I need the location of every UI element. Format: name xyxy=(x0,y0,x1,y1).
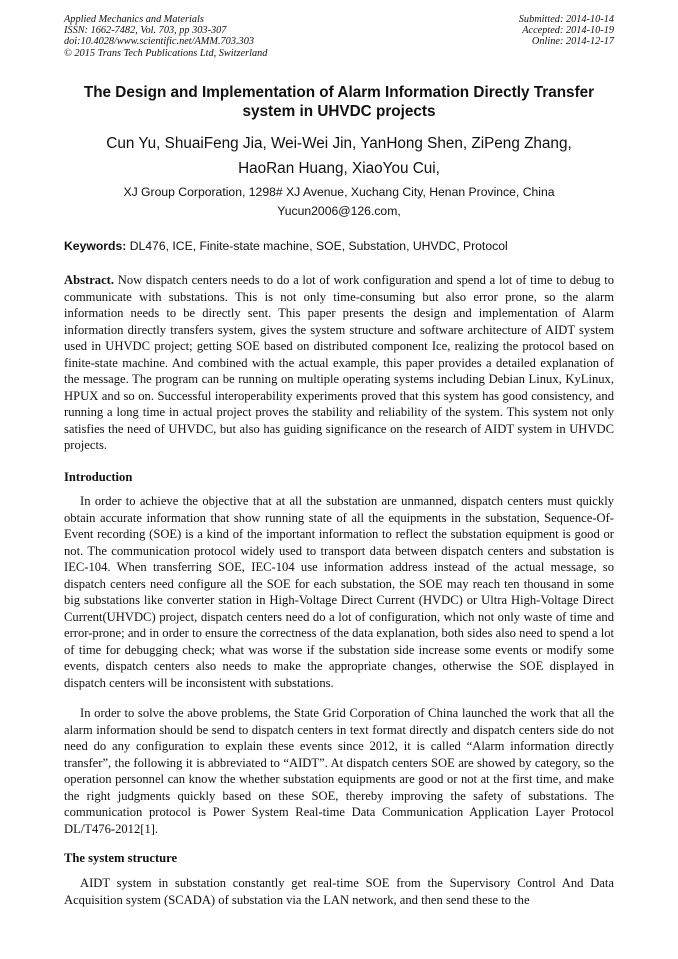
abstract-text: Now dispatch centers needs to do a lot of work configuration and spend a lot of time to debug to communicate with substations. This is not only time-consuming but also error prone, so the alarm information needs to be directly sent. This paper presents the design and implementation of Alarm information directly transfers system, gives the system structure and software architecture of AIDT system used in UHVDC project; getting SOE based on distributed component Ice, realizing the protocol based on finite-state machine. And combined with the actual example, this paper provides a detailed explanation of the message. The program can be running on multiple operating systems including Debian Linux, KyLinux, HPUX and so on. Successful interoperability experiments proved that this system has good consistency, and running a long time in actual project proves the stability and reliability of the system. This system not only satisfies the need of UHVDC, but also has guiding significance on the research of AIDT system in UHVDC projects. xyxy=(64,273,614,452)
journal-doi: doi:10.4028/www.scientific.net/AMM.703.303 xyxy=(64,36,254,48)
keywords-label: Keywords: xyxy=(64,239,127,253)
journal-copyright: © 2015 Trans Tech Publications Ltd, Switzerland xyxy=(64,47,268,59)
authors-line-2: HaoRan Huang, XiaoYou Cui, xyxy=(238,160,440,177)
introduction-heading: Introduction xyxy=(64,470,133,484)
journal-issn: ISSN: 1662-7482, Vol. 703, pp 303-307 xyxy=(64,25,227,37)
accepted-date: Accepted: 2014-10-19 xyxy=(522,25,614,37)
dates-header xyxy=(519,14,614,48)
keywords-line xyxy=(64,238,624,254)
affiliation-block xyxy=(56,183,622,221)
journal-name: Applied Mechanics and Materials xyxy=(64,14,204,25)
paper-title: The Design and Implementation of Alarm Information Directly Transfer system in UHVDC projects xyxy=(83,84,595,120)
keywords-text: DL476, ICE, Finite-state machine, SOE, Substation, UHVDC, Protocol xyxy=(129,239,508,253)
system-structure-paragraph: AIDT system in substation constantly get real-time SOE from the Supervisory Control And Data Acquisition system (SCADA) of substation via the LAN network, and then send these to the xyxy=(64,876,614,907)
online-date: Online: 2014-12-17 xyxy=(531,36,614,48)
submitted-date: Submitted: 2014-10-14 xyxy=(518,14,614,25)
introduction-paragraph-1: In order to achieve the objective that at all the substation are unmanned, dispatch centers must quickly obtain accurate information that show running state of all the equipments in the substation, Sequence-Of-Event recording (SOE) is a kind of the important information to reflect the substation equipment is good or not. The communication protocol widely used to transport data between dispatch centers and substation is IEC-104. When transferring SOE, IEC-104 use information address instead of the actual message, so dispatch centers need configure all the SOE for each substation, the SOE may reach ten thousand in some big substations like converter station in High-Voltage Direct Current (HVDC) or Ultra High-Voltage Direct Current(UHVDC) project, dispatch centers need do a lot of configuration, which not only waste of time and error-prone; and in order to ensure the correctness of the data explanation, both sides also need to spend a lot of time for debugging check; what was worse if the substation side increase some events or modify some events, dispatch centers also needs to make the appropriate changes, otherwise the SOE displayed in dispatch centers will be inconsistent with substations. xyxy=(64,494,614,690)
abstract-paragraph xyxy=(64,272,614,454)
abstract-label: Abstract. xyxy=(64,273,115,287)
journal-header xyxy=(64,14,267,59)
affiliation: XJ Group Corporation, 1298# XJ Avenue, Xuchang City, Henan Province, China xyxy=(123,185,555,199)
introduction-paragraph-2: In order to solve the above problems, the State Grid Corporation of China launched the work that all the alarm information should be send to dispatch centers in text format directly and dispatch centers side do not need do any configuration to explain these events since 2012, it is called “Alarm information directly transfer”, the following it is abbreviated to “AIDT”. At dispatch centers SOE are showed by category, so the operation personnel can know the whether substation equipments are good or not at the first time, and make the right judgments quickly based on these SOE, thereby improving the safety of substations. The communication protocol is Power System Real-time Data Communication Application Layer Protocol DL/T476-2012[1]. xyxy=(64,706,614,836)
system-structure-heading: The system structure xyxy=(64,851,178,865)
author-email: Yucun2006@126.com, xyxy=(277,204,401,218)
author-list xyxy=(56,131,622,181)
authors-line-1: Cun Yu, ShuaiFeng Jia, Wei-Wei Jin, YanHong Shen, ZiPeng Zhang, xyxy=(106,135,572,152)
